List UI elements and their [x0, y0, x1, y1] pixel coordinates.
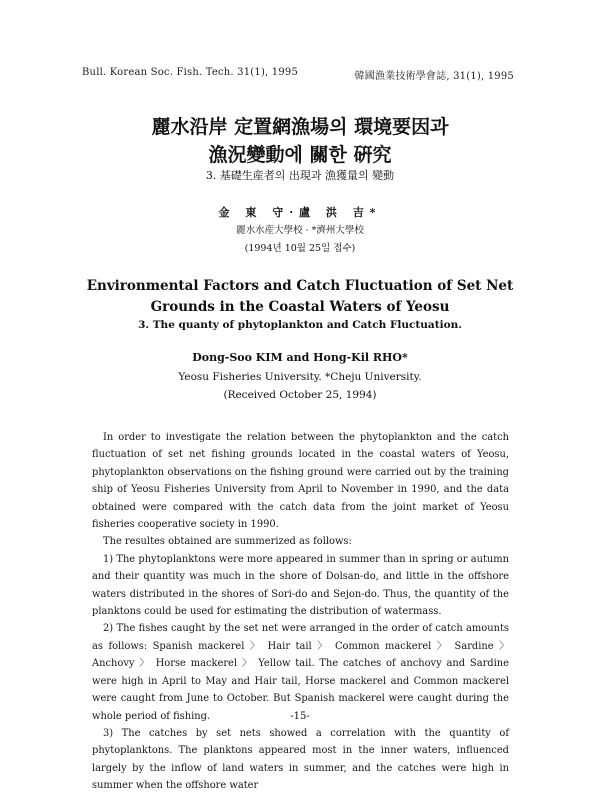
english-title-line2: Grounds in the Coastal Waters of Yeosu — [150, 299, 450, 315]
english-authors: Dong-Soo KIM and Hong-Kil RHO* — [192, 351, 408, 364]
abstract-paragraph-summary-lead: The resultes obtained are summerized as follows: — [103, 536, 352, 548]
abstract-paragraph-result-3: 3) The catches by set nets showed a correlation with the quantity of phytoplanktons. The planktons appeared most in the inner waters, influenced largely by the inflow of land waters in summer, and the catches were high in summer when the offshore water — [92, 727, 509, 792]
abstract — [92, 429, 509, 795]
korean-subtitle: 3. 基礎生産者의 出現과 漁獲量의 變動 — [205, 169, 395, 182]
english-title-line1: Environmental Factors and Catch Fluctuation of Set Net — [86, 278, 514, 294]
korean-title-line1: 麗水沿岸 定置網漁場의 環境要因과 — [151, 116, 449, 138]
page-number: -15- — [290, 711, 310, 722]
abstract-paragraph-result-1: 1) The phytoplanktons were more appeared in summer than in spring or autumn and their quantity was much in the shore of Dolsan-do, and little in the offshore waters distributed in the shores of Sori-do and Sejon-do. Thus, the quantity of the planktons could be used for estimating the distribution of watermass. — [92, 553, 509, 618]
english-affiliation: Yeosu Fisheries University. *Cheju University. — [178, 371, 422, 383]
abstract-paragraph-intro: In order to investigate the relation between the phytoplankton and the catch fluctuation of set net fishing grounds located in the coastal waters of Yeosu, phytoplankton observations on the fishing ground were carried out by the training ship of Yeosu Fisheries University from April to November in 1990, and the data obtained were compared with the catch data from the joint market of Yeosu fisheries cooperative society in 1990. — [92, 432, 509, 531]
english-received-date: (Received October 25, 1994) — [223, 389, 377, 401]
english-subtitle: 3. The quanty of phytoplankton and Catch Fluctuation. — [138, 319, 462, 331]
korean-received-date: (1994년 10월 25일 접수) — [244, 243, 356, 254]
korean-authors: 金 東 守·盧 洪 吉* — [218, 206, 382, 219]
abstract-paragraph-result-2: 2) The fishes caught by the set net were arranged in the order of catch amounts as follows: Spanish mackerel 〉 Hair tail 〉 Common mackerel 〉 Sardine 〉 Anchovy 〉 Horse mackerel 〉 Yellow tail. The catches of anchovy and Sardine were high in April to May and Hair tail, Horse mackerel and Common mackerel were caught from June to October. But Spanish mackerel were caught during the whole period of fishing. — [92, 623, 509, 722]
korean-affiliation: 麗水水産大學校 · *濟州大學校 — [236, 225, 364, 236]
journal-citation-korean: 韓國漁業技術學會誌, 31(1), 1995 — [354, 71, 514, 82]
korean-title-line2: 漁況變動에 關한 硏究 — [208, 144, 392, 166]
journal-citation-english: Bull. Korean Soc. Fish. Tech. 31(1), 1995 — [82, 67, 299, 78]
